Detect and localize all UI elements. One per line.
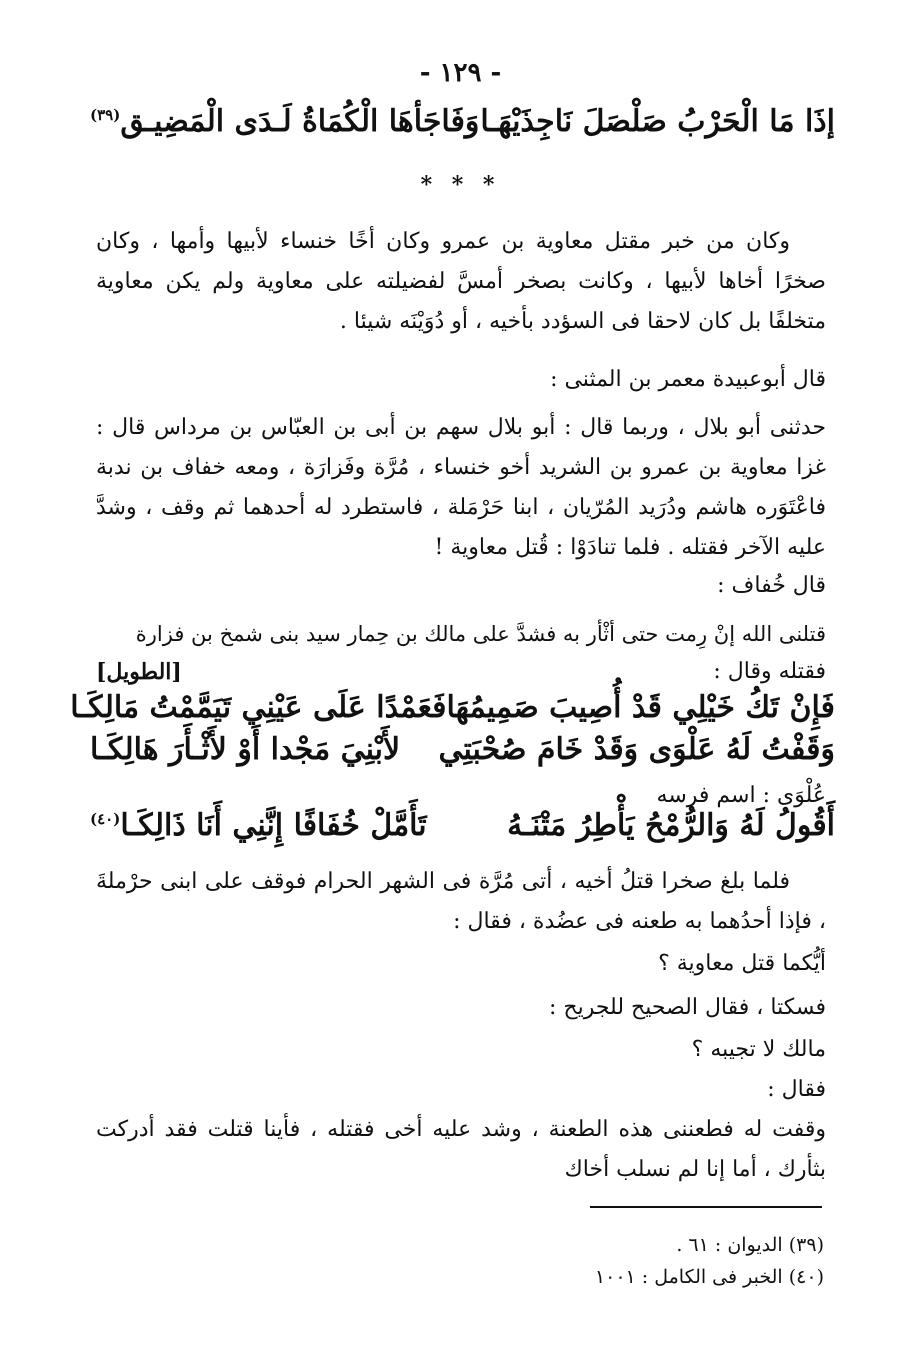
line-faqal: فقال :	[767, 1077, 826, 1102]
paragraph-5: وقفت له فطعننى هذه الطعنة ، وشد عليه أخى فقتله ، فأينا قتلت فقد أدركت بثأرك ، أما إنا لم نسلب أخاك	[96, 1117, 826, 1182]
section-separator: * * *	[420, 172, 501, 198]
verse-1-second-hemistich: فَعَمْدًا عَلَى عَيْنِي تَيَمَّمْتُ مَالِكَـا	[70, 690, 447, 725]
page-number: - ١٢٩ -	[419, 58, 502, 88]
opening-verse-first-hemistich: إذَا مَا الْحَرْبُ صَلْصَلَ نَاجِذَيْهَـا	[480, 104, 835, 139]
gloss-line: عُلْوَى : اسم فرسه	[656, 783, 826, 808]
verse-3-second-hemistich	[90, 808, 427, 843]
verse-2	[90, 732, 835, 767]
footnote-39: (٣٩) الديوان : ٦١ .	[676, 1234, 824, 1256]
line-qatalahu: فقتله وقال :	[713, 659, 826, 684]
verse-1-first-hemistich: فَإِنْ تَكُ خَيْلِي قَدْ أُصِيبَ صَمِيمُهَا	[446, 690, 835, 725]
intro-verse-row	[96, 654, 826, 690]
line-fasakata: فسكتا ، فقال الصحيح للجريح :	[548, 995, 826, 1020]
footnote-40: (٤٠) الخبر فى الكامل : ١٠٠١	[594, 1266, 824, 1288]
footnote-divider	[590, 1206, 822, 1208]
paragraph-4: فلما بلغ صخرا قتلُ أخيه ، أتى مُرَّة فى الشهر الحرام فوقف على ابنى حرْملةَ ، فإذا أحدُهما به طعنه فى عضُدة ، فقال :	[96, 869, 826, 934]
verse-3	[90, 808, 835, 843]
paragraph-2: حدثنى أبو بلال ، وربما قال : أبو بلال سهم بن أبى بن العبّاس بن مرداس قال : غزا معاوية بن عمرو بن الشريد أخو خنساء ، مُرَّة وفَزارَة ، ومعه خفاف بن ندبة فاعْتَوَره هاشم ودُرَيد المُرّيان ، ابنا حَرْمَلة ، فاستطرد له أحدهما ثم وقف ، وشدَّ عليه الآخر فقتله . فلما تنادَوْا : قُتل معاوية !	[96, 415, 826, 560]
line-ayyukuma: أيُّكما قتل معاوية ؟	[658, 951, 826, 976]
opening-verse	[90, 104, 835, 139]
verse-1	[70, 690, 835, 725]
line-khufaf: قال خُفاف :	[717, 573, 826, 598]
opening-verse-second-text: وَفَاجَأهَا الْكُمَاةُ لَـدَى الْمَضِيـق	[120, 104, 480, 139]
footnote-ref-39[interactable]: (٣٩)	[90, 106, 121, 124]
footnote-ref-40[interactable]: (٤٠)	[90, 810, 121, 828]
meter-label: [الطويل]	[96, 659, 182, 685]
paragraph-3: قتلنى الله إنْ رِمت حتى أثْأر به فشدَّ على مالك بن حِمار سيد بنى شمخ بن فزارة	[135, 622, 826, 646]
verse-2-second-hemistich: لأَبْنِيَ مَجْدا أَوْ لأَثْـأَرَ هَالِكَـا	[90, 732, 401, 767]
verse-3-first-hemistich: أَقُولُ لَهُ وَالرُّمْحُ يَأْطِرُ مَتْنَـهُ	[507, 808, 835, 843]
paragraph-1: وكان من خبر مقتل معاوية بن عمرو وكان أخًا خنساء لأبيها وأمها ، وكان صخرًا أخاها لأبيها ، وكانت بصخر أمسَّ لفضيلته على معاوية ولم يكن معاوية متخلفًا بل كان لاحقا فى السؤدد بأخيه ، أو دُوَيْنَه شيئا .	[96, 229, 826, 334]
line-abu-ubayda: قال أبوعبيدة معمر بن المثنى :	[550, 367, 826, 392]
verse-3-second-text: تَأَمَّلْ خُفَافًا إِنَّنِي أَنَا ذَالِكَـا	[120, 808, 427, 843]
line-malak: مالك لا تجيبه ؟	[691, 1037, 826, 1062]
verse-2-first-hemistich: وَقَفْتُ لَهُ عَلْوَى وَقَدْ خَامَ صُحْبَتِي	[438, 732, 835, 767]
opening-verse-second-hemistich	[90, 104, 479, 139]
